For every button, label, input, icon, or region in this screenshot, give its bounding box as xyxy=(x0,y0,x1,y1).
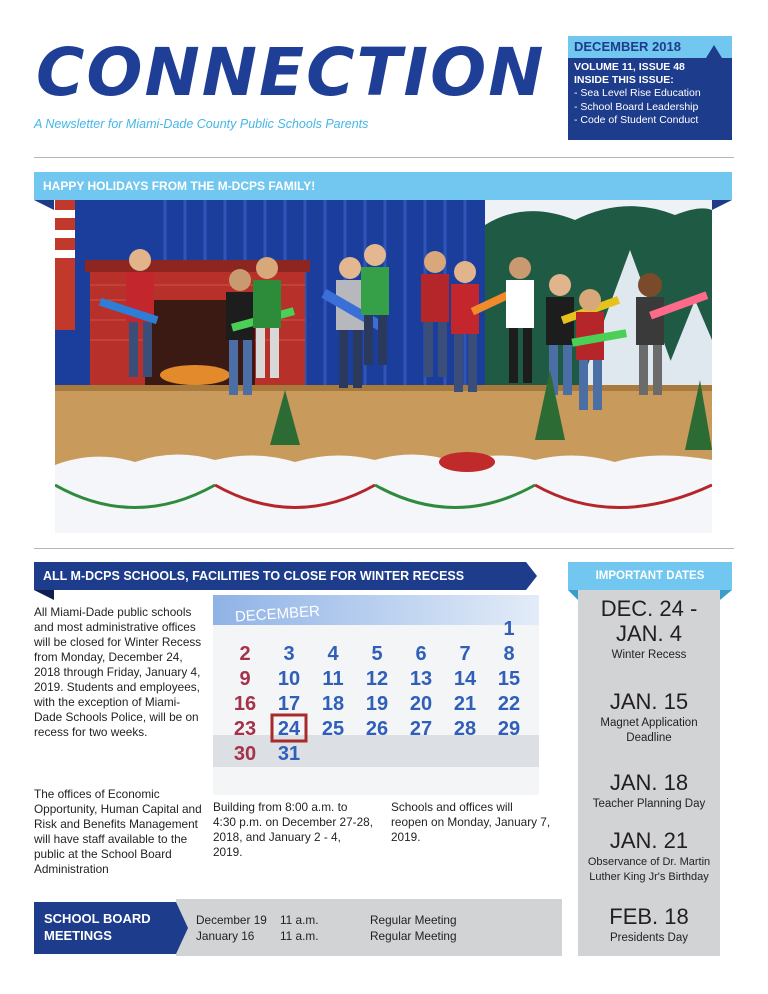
dates-fold-left xyxy=(568,590,578,600)
calendar-day: 28 xyxy=(453,718,477,740)
calendar-day: 26 xyxy=(365,718,389,740)
december-calendar-photo xyxy=(213,595,539,795)
board-meetings-label: SCHOOL BOARD MEETINGS xyxy=(34,902,176,954)
recess-paragraph-3: Schools and offices will reopen on Monday, January 7, 2019. xyxy=(391,800,551,844)
calendar-day: 24 xyxy=(277,718,301,740)
inside-this-issue-label: INSIDE THIS ISSUE: xyxy=(574,74,674,86)
meeting-time: 11 a.m. xyxy=(280,913,319,927)
calendar-day: 18 xyxy=(321,693,345,715)
important-date-item xyxy=(578,904,720,946)
calendar-day: 4 xyxy=(327,643,339,665)
important-date-item xyxy=(578,689,720,746)
calendar-day: 10 xyxy=(277,668,301,690)
important-date-value: JAN. 15 xyxy=(609,689,689,714)
calendar-day: 31 xyxy=(277,743,301,765)
calendar-day: 17 xyxy=(277,693,301,715)
recess-paragraph-1: All Miami-Dade public schools and most administrative offices will be closed for Winter Recess from Monday, December 24, 2018 through Friday, January 4, 2019. Students and employees, with the exception of Miami-Dade Schools Police, will be on recess for two weeks. xyxy=(34,605,202,739)
important-date-value: DEC. 24 - JAN. 4 xyxy=(600,596,698,646)
banner-fold-left xyxy=(34,200,54,210)
issue-volume-number: VOLUME 11, ISSUE 48 xyxy=(574,61,685,73)
calendar-day: 25 xyxy=(321,718,345,740)
heading-arrow-decoration xyxy=(526,562,537,590)
important-date-value: JAN. 21 xyxy=(609,828,689,853)
calendar-day: 12 xyxy=(365,668,389,690)
important-date-value: JAN. 18 xyxy=(609,770,689,795)
important-date-item xyxy=(578,770,720,812)
important-date-item xyxy=(578,828,720,885)
calendar-day: 29 xyxy=(497,718,521,740)
board-meetings-panel xyxy=(176,899,562,956)
dates-fold-right xyxy=(720,590,732,600)
calendar-day: 6 xyxy=(415,643,427,665)
important-date-item xyxy=(578,596,720,663)
meeting-type: Regular Meeting xyxy=(370,913,457,927)
important-dates-heading: IMPORTANT DATES xyxy=(568,562,732,590)
calendar-day: 27 xyxy=(409,718,433,740)
calendar-day: 20 xyxy=(409,693,433,715)
newsletter-subtitle: A Newsletter for Miami-Dade County Public Schools Parents xyxy=(34,117,369,131)
important-date-description: Teacher Planning Day xyxy=(592,798,706,810)
calendar-day: 16 xyxy=(233,693,257,715)
calendar-day: 14 xyxy=(453,668,477,690)
important-date-description: Observance of Dr. Martin Luther King Jr's Birthday xyxy=(587,856,711,883)
calendar-day: 11 xyxy=(322,668,344,690)
banner-fold-right xyxy=(712,200,732,210)
important-dates-panel xyxy=(578,590,720,956)
winter-recess-heading: ALL M-DCPS SCHOOLS, FACILITIES TO CLOSE FOR WINTER RECESS xyxy=(34,562,526,590)
issue-triangle-decoration xyxy=(706,45,722,58)
calendar-day: 21 xyxy=(453,693,477,715)
inside-issue-item[interactable]: - Code of Student Conduct xyxy=(574,114,699,126)
important-date-value: FEB. 18 xyxy=(609,904,689,929)
inside-issue-list xyxy=(574,87,701,128)
meeting-date: December 19 xyxy=(196,913,267,927)
calendar-day: 2 xyxy=(239,643,251,665)
calendar-day: 9 xyxy=(239,668,251,690)
issue-date: DECEMBER 2018 xyxy=(568,36,732,58)
important-date-description: Presidents Day xyxy=(610,932,688,944)
meeting-time: 11 a.m. xyxy=(280,929,319,943)
divider xyxy=(34,157,734,158)
calendar-day: 13 xyxy=(409,668,433,690)
meeting-type: Regular Meeting xyxy=(370,929,457,943)
calendar-day: 22 xyxy=(497,693,521,715)
divider xyxy=(34,548,734,549)
calendar-day: 1 xyxy=(503,618,515,640)
calendar-illustration xyxy=(213,595,539,795)
holiday-photo-illustration xyxy=(55,200,712,533)
calendar-day: 5 xyxy=(371,643,383,665)
issue-box xyxy=(568,36,732,140)
recess-paragraph-2-part-1: The offices of Economic Opportunity, Human Capital and Risk and Benefits Management will have staff available to the public at the School Board Administration xyxy=(34,787,202,876)
newsletter-title: CONNECTION xyxy=(36,34,546,111)
calendar-day: 8 xyxy=(503,643,515,665)
holiday-performance-photo xyxy=(55,200,712,533)
issue-volume xyxy=(574,61,685,87)
calendar-day: 7 xyxy=(459,643,471,665)
important-date-description: Magnet Application Deadline xyxy=(600,717,698,744)
calendar-day: 15 xyxy=(497,668,521,690)
heading-fold-left xyxy=(34,590,54,600)
calendar-day: 30 xyxy=(233,743,257,765)
meeting-date: January 16 xyxy=(196,929,255,943)
holiday-banner: HAPPY HOLIDAYS FROM THE M-DCPS FAMILY! xyxy=(34,172,732,200)
board-meetings-arrow-decoration xyxy=(176,902,188,954)
recess-paragraph-2-part-2: Building from 8:00 a.m. to 4:30 p.m. on December 27-28, 2018, and January 2 - 4, 2019. xyxy=(213,800,374,859)
inside-issue-item[interactable]: - School Board Leadership xyxy=(574,100,699,113)
calendar-day: 19 xyxy=(365,693,389,715)
calendar-month-label: DECEMBER xyxy=(234,602,321,626)
important-date-description: Winter Recess xyxy=(611,649,687,661)
inside-issue-item[interactable]: - Sea Level Rise Education xyxy=(574,87,701,99)
calendar-day: 3 xyxy=(283,643,295,665)
calendar-day: 23 xyxy=(233,718,257,740)
